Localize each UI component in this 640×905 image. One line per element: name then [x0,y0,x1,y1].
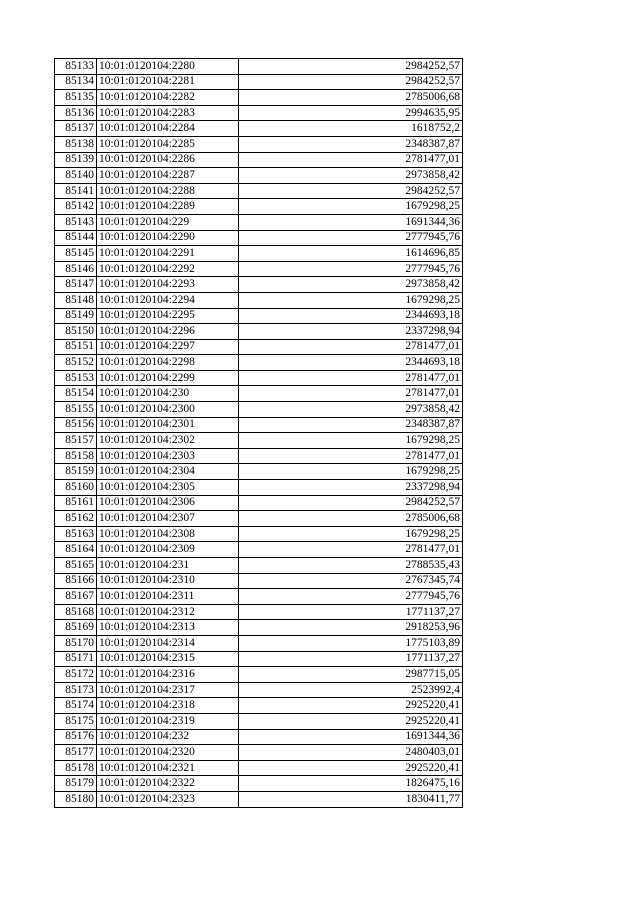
cadastral-number-cell: 10:01:0120104:2284 [97,121,239,137]
value-cell: 1679298,25 [239,292,463,308]
row-number-cell: 85165 [55,558,97,574]
value-cell: 1691344,36 [239,729,463,745]
row-number-cell: 85178 [55,760,97,776]
cadastral-number-cell: 10:01:0120104:2305 [97,480,239,496]
row-number-cell: 85151 [55,339,97,355]
row-number-cell: 85134 [55,74,97,90]
value-cell: 2781477,01 [239,339,463,355]
table-row [55,635,463,651]
table-row [55,542,463,558]
value-cell: 2344693,18 [239,355,463,371]
table-row [55,214,463,230]
cadastral-number-cell: 10:01:0120104:2294 [97,292,239,308]
table-row [55,745,463,761]
value-cell: 1771137,27 [239,604,463,620]
row-number-cell: 85149 [55,308,97,324]
row-number-cell: 85139 [55,152,97,168]
cadastral-number-cell: 10:01:0120104:2288 [97,183,239,199]
row-number-cell: 85168 [55,604,97,620]
table-row [55,199,463,215]
table-row [55,121,463,137]
row-number-cell: 85174 [55,698,97,714]
row-number-cell: 85176 [55,729,97,745]
row-number-cell: 85162 [55,511,97,527]
value-cell: 2785006,68 [239,90,463,106]
cadastral-number-cell: 10:01:0120104:2285 [97,136,239,152]
cadastral-number-cell: 10:01:0120104:2302 [97,433,239,449]
row-number-cell: 85140 [55,168,97,184]
cadastral-number-cell: 10:01:0120104:2304 [97,464,239,480]
value-cell: 1691344,36 [239,214,463,230]
table-body [55,59,463,808]
cadastral-number-cell: 10:01:0120104:2313 [97,620,239,636]
row-number-cell: 85161 [55,495,97,511]
value-cell: 2785006,68 [239,511,463,527]
row-number-cell: 85152 [55,355,97,371]
row-number-cell: 85135 [55,90,97,106]
value-cell: 2781477,01 [239,542,463,558]
value-cell: 2984252,57 [239,495,463,511]
table-row [55,558,463,574]
table-row [55,246,463,262]
value-cell: 2767345,74 [239,573,463,589]
cadastral-number-cell: 10:01:0120104:2322 [97,776,239,792]
table-row [55,433,463,449]
table-row [55,386,463,402]
table-row [55,152,463,168]
table-row [55,589,463,605]
row-number-cell: 85142 [55,199,97,215]
row-number-cell: 85137 [55,121,97,137]
table-row [55,511,463,527]
cadastral-number-cell: 10:01:0120104:2315 [97,651,239,667]
cadastral-number-cell: 10:01:0120104:2291 [97,246,239,262]
table-row [55,355,463,371]
table-row [55,448,463,464]
table-row [55,230,463,246]
table-row [55,183,463,199]
value-cell: 2480403,01 [239,745,463,761]
cadastral-number-cell: 10:01:0120104:2308 [97,526,239,542]
cadastral-number-cell: 10:01:0120104:2318 [97,698,239,714]
row-number-cell: 85180 [55,791,97,807]
table-row [55,698,463,714]
row-number-cell: 85148 [55,292,97,308]
value-cell: 2344693,18 [239,308,463,324]
cadastral-number-cell: 10:01:0120104:2290 [97,230,239,246]
table-row [55,480,463,496]
table-row [55,339,463,355]
row-number-cell: 85146 [55,261,97,277]
table-row [55,760,463,776]
cadastral-number-cell: 10:01:0120104:2293 [97,277,239,293]
row-number-cell: 85179 [55,776,97,792]
data-table [54,58,463,808]
value-cell: 2777945,76 [239,589,463,605]
cadastral-number-cell: 10:01:0120104:2299 [97,370,239,386]
row-number-cell: 85160 [55,480,97,496]
cadastral-number-cell: 10:01:0120104:2303 [97,448,239,464]
table-row [55,168,463,184]
table-row [55,261,463,277]
row-number-cell: 85175 [55,713,97,729]
row-number-cell: 85155 [55,402,97,418]
cadastral-number-cell: 10:01:0120104:2280 [97,59,239,75]
table-row [55,417,463,433]
cadastral-number-cell: 10:01:0120104:2298 [97,355,239,371]
table-row [55,74,463,90]
cadastral-number-cell: 10:01:0120104:2297 [97,339,239,355]
cadastral-number-cell: 10:01:0120104:2316 [97,667,239,683]
table-row [55,713,463,729]
value-cell: 2925220,41 [239,760,463,776]
row-number-cell: 85164 [55,542,97,558]
value-cell: 2973858,42 [239,277,463,293]
value-cell: 2984252,57 [239,59,463,75]
cadastral-number-cell: 10:01:0120104:2311 [97,589,239,605]
value-cell: 1679298,25 [239,464,463,480]
table-row [55,682,463,698]
value-cell: 1826475,16 [239,776,463,792]
row-number-cell: 85143 [55,214,97,230]
cadastral-number-cell: 10:01:0120104:2314 [97,635,239,651]
row-number-cell: 85133 [55,59,97,75]
table-row [55,324,463,340]
cadastral-number-cell: 10:01:0120104:229 [97,214,239,230]
table-row [55,308,463,324]
table-row [55,620,463,636]
value-cell: 2987715,05 [239,667,463,683]
cadastral-number-cell: 10:01:0120104:2307 [97,511,239,527]
cadastral-number-cell: 10:01:0120104:230 [97,386,239,402]
table-row [55,59,463,75]
value-cell: 1614696,85 [239,246,463,262]
value-cell: 2348387,87 [239,136,463,152]
cadastral-number-cell: 10:01:0120104:2295 [97,308,239,324]
row-number-cell: 85141 [55,183,97,199]
row-number-cell: 85169 [55,620,97,636]
row-number-cell: 85150 [55,324,97,340]
cadastral-number-cell: 10:01:0120104:2309 [97,542,239,558]
table-row [55,105,463,121]
value-cell: 2973858,42 [239,168,463,184]
spreadsheet-page [54,58,462,808]
value-cell: 1775103,89 [239,635,463,651]
row-number-cell: 85173 [55,682,97,698]
cadastral-number-cell: 10:01:0120104:2306 [97,495,239,511]
value-cell: 2788535,43 [239,558,463,574]
cadastral-number-cell: 10:01:0120104:2289 [97,199,239,215]
cadastral-number-cell: 10:01:0120104:2283 [97,105,239,121]
cadastral-number-cell: 10:01:0120104:2320 [97,745,239,761]
value-cell: 2777945,76 [239,230,463,246]
table-row [55,136,463,152]
table-row [55,791,463,807]
cadastral-number-cell: 10:01:0120104:2317 [97,682,239,698]
value-cell: 2994635,95 [239,105,463,121]
cadastral-number-cell: 10:01:0120104:2292 [97,261,239,277]
table-row [55,776,463,792]
value-cell: 2918253,96 [239,620,463,636]
table-row [55,604,463,620]
table-row [55,667,463,683]
value-cell: 2973858,42 [239,402,463,418]
row-number-cell: 85136 [55,105,97,121]
value-cell: 2781477,01 [239,386,463,402]
cadastral-number-cell: 10:01:0120104:2282 [97,90,239,106]
value-cell: 2781477,01 [239,448,463,464]
row-number-cell: 85147 [55,277,97,293]
cadastral-number-cell: 10:01:0120104:232 [97,729,239,745]
row-number-cell: 85163 [55,526,97,542]
value-cell: 1618752,2 [239,121,463,137]
row-number-cell: 85170 [55,635,97,651]
cadastral-number-cell: 10:01:0120104:2286 [97,152,239,168]
value-cell: 2781477,01 [239,152,463,168]
table-row [55,292,463,308]
row-number-cell: 85158 [55,448,97,464]
row-number-cell: 85171 [55,651,97,667]
value-cell: 1679298,25 [239,433,463,449]
value-cell: 1679298,25 [239,199,463,215]
value-cell: 2984252,57 [239,74,463,90]
row-number-cell: 85167 [55,589,97,605]
cadastral-number-cell: 10:01:0120104:2296 [97,324,239,340]
table-row [55,573,463,589]
table-row [55,526,463,542]
value-cell: 2984252,57 [239,183,463,199]
table-row [55,729,463,745]
table-row [55,651,463,667]
table-row [55,370,463,386]
row-number-cell: 85138 [55,136,97,152]
value-cell: 2781477,01 [239,370,463,386]
row-number-cell: 85159 [55,464,97,480]
cadastral-number-cell: 10:01:0120104:2312 [97,604,239,620]
row-number-cell: 85166 [55,573,97,589]
value-cell: 2348387,87 [239,417,463,433]
value-cell: 1679298,25 [239,526,463,542]
cadastral-number-cell: 10:01:0120104:2319 [97,713,239,729]
cadastral-number-cell: 10:01:0120104:2300 [97,402,239,418]
row-number-cell: 85156 [55,417,97,433]
value-cell: 2523992,4 [239,682,463,698]
table-row [55,495,463,511]
value-cell: 2777945,76 [239,261,463,277]
cadastral-number-cell: 10:01:0120104:2301 [97,417,239,433]
row-number-cell: 85177 [55,745,97,761]
row-number-cell: 85153 [55,370,97,386]
row-number-cell: 85154 [55,386,97,402]
cadastral-number-cell: 10:01:0120104:2321 [97,760,239,776]
value-cell: 1771137,27 [239,651,463,667]
table-row [55,464,463,480]
value-cell: 2337298,94 [239,480,463,496]
table-row [55,277,463,293]
value-cell: 1830411,77 [239,791,463,807]
cadastral-number-cell: 10:01:0120104:2310 [97,573,239,589]
cadastral-number-cell: 10:01:0120104:2281 [97,74,239,90]
cadastral-number-cell: 10:01:0120104:2287 [97,168,239,184]
row-number-cell: 85144 [55,230,97,246]
row-number-cell: 85172 [55,667,97,683]
table-row [55,402,463,418]
cadastral-number-cell: 10:01:0120104:2323 [97,791,239,807]
row-number-cell: 85157 [55,433,97,449]
value-cell: 2337298,94 [239,324,463,340]
value-cell: 2925220,41 [239,698,463,714]
table-row [55,90,463,106]
cadastral-number-cell: 10:01:0120104:231 [97,558,239,574]
value-cell: 2925220,41 [239,713,463,729]
row-number-cell: 85145 [55,246,97,262]
